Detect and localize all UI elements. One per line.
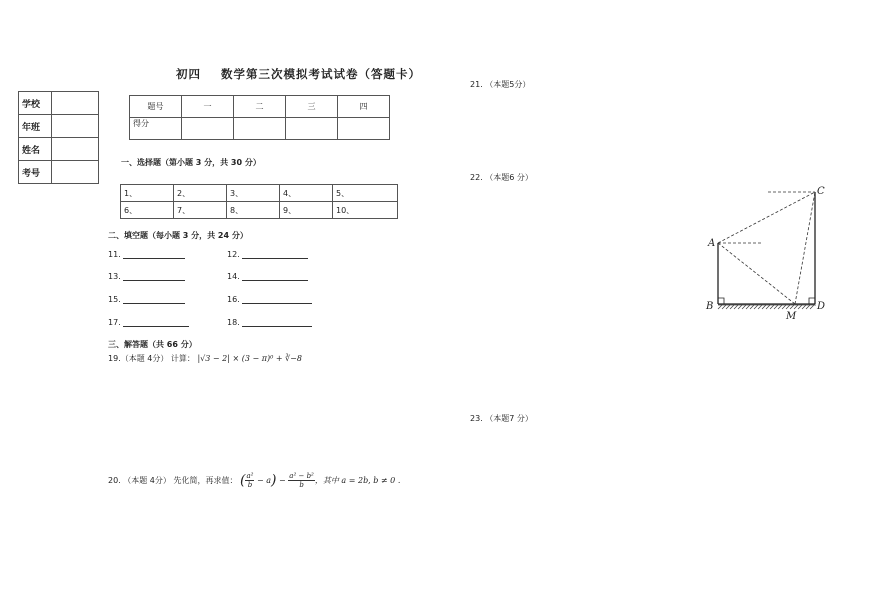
point-label-m: M xyxy=(786,311,797,320)
choice-cell[interactable]: 7、 xyxy=(174,202,227,219)
blank-number: 15. xyxy=(108,295,121,304)
score-header-cell: 题号 xyxy=(130,96,182,118)
blank-number: 13. xyxy=(108,272,121,281)
solid-segments xyxy=(718,192,815,304)
score-header-cell: 四 xyxy=(338,96,390,118)
minus-sign: − xyxy=(276,476,289,485)
exam-id-field[interactable] xyxy=(52,161,99,184)
blank-number: 14. xyxy=(227,272,240,281)
fill-blank-12[interactable] xyxy=(227,249,308,259)
question-22-label: 22. （本题6 分） xyxy=(470,173,533,182)
fill-blank-15[interactable] xyxy=(108,294,185,304)
point-label-a: A xyxy=(708,238,716,249)
fill-blank-13[interactable] xyxy=(108,271,185,281)
fill-blank-17[interactable] xyxy=(108,317,189,327)
choice-cell[interactable]: 9、 xyxy=(280,202,333,219)
point-label-b: B xyxy=(706,301,714,312)
blank-number: 11. xyxy=(108,250,121,259)
blank-line[interactable] xyxy=(123,249,185,259)
blank-line[interactable] xyxy=(123,294,185,304)
question-20 xyxy=(108,472,400,489)
blank-line[interactable] xyxy=(242,271,308,281)
choice-cell[interactable]: 4、 xyxy=(280,185,333,202)
score-header-cell: 一 xyxy=(182,96,234,118)
section-fill-title: 二、填空题（每小题 3 分，共 24 分） xyxy=(108,231,248,240)
title-grade: 初四 xyxy=(176,67,201,81)
question-23-label: 23. （本题7 分） xyxy=(470,414,533,423)
info-label-id: 考号 xyxy=(19,161,52,184)
question-21-label: 21. （本题5分） xyxy=(470,80,531,89)
class-field[interactable] xyxy=(52,115,99,138)
section-solve-title: 三、解答题（共 66 分） xyxy=(108,340,197,349)
ground-hatching xyxy=(718,305,816,309)
close-paren: ) xyxy=(271,472,277,489)
blank-line[interactable] xyxy=(123,271,185,281)
section-choice-title: 一、选择题（第小题 3 分，共 30 分） xyxy=(121,158,261,167)
choice-cell[interactable]: 2、 xyxy=(174,185,227,202)
choice-cell[interactable]: 3、 xyxy=(227,185,280,202)
fraction-a2-minus-b2-over-b: $\frac{\text{a² − b²}}{b}$ xyxy=(289,472,314,489)
info-label-school: 学校 xyxy=(19,92,52,115)
fraction-a2-over-b: $\frac{\text{a²}}{b}$ xyxy=(246,472,254,489)
score-cell[interactable] xyxy=(286,118,338,140)
score-cell[interactable] xyxy=(338,118,390,140)
blank-number: 12. xyxy=(227,250,240,259)
choice-cell[interactable]: 5、 xyxy=(333,185,398,202)
score-header-cell: 三 xyxy=(286,96,338,118)
score-cell[interactable] xyxy=(182,118,234,140)
score-header-cell: 二 xyxy=(234,96,286,118)
student-info-table xyxy=(18,91,99,184)
choice-cell[interactable]: 6、 xyxy=(121,202,174,219)
point-label-d: D xyxy=(817,301,826,312)
score-cell[interactable] xyxy=(234,118,286,140)
q19-expression: |√3 − 2| × (3 − π)⁰ + ∛−8 xyxy=(197,354,302,363)
choice-cell[interactable]: 10、 xyxy=(333,202,398,219)
choice-cell[interactable]: 1、 xyxy=(121,185,174,202)
blank-line[interactable] xyxy=(242,294,312,304)
fill-blank-11[interactable] xyxy=(108,249,185,259)
blank-number: 18. xyxy=(227,318,240,327)
title-main: 数学第三次模拟考试试卷（答题卡） xyxy=(221,67,421,81)
info-label-class: 年班 xyxy=(19,115,52,138)
blank-line[interactable] xyxy=(242,249,308,259)
fill-blank-16[interactable] xyxy=(227,294,312,304)
page-title xyxy=(176,66,421,82)
blank-number: 17. xyxy=(108,318,121,327)
blank-number: 16. xyxy=(227,295,240,304)
score-row-label: 得分 xyxy=(130,118,182,140)
fill-blank-14[interactable] xyxy=(227,271,308,281)
info-label-name: 姓名 xyxy=(19,138,52,161)
choice-answer-table xyxy=(120,184,398,219)
question-19 xyxy=(108,353,302,364)
point-label-c: C xyxy=(817,186,825,197)
choice-cell[interactable]: 8、 xyxy=(227,202,280,219)
school-field[interactable] xyxy=(52,92,99,115)
right-angle-marks xyxy=(718,298,815,304)
score-table xyxy=(129,95,390,140)
fill-blank-18[interactable] xyxy=(227,317,312,327)
minus-a: − a xyxy=(254,476,272,485)
geometry-figure xyxy=(700,180,835,320)
blank-line[interactable] xyxy=(123,317,189,327)
dashed-segments xyxy=(718,192,815,304)
q19-label: 19.（本题 4分） 计算： xyxy=(108,354,195,363)
name-field[interactable] xyxy=(52,138,99,161)
q20-condition: ，其中 a = 2b, b ≠ 0 . xyxy=(314,476,401,485)
open-paren: ( xyxy=(240,472,246,489)
q20-label: 20. （本题 4分） 先化简，再求值： xyxy=(108,476,238,485)
blank-line[interactable] xyxy=(242,317,312,327)
